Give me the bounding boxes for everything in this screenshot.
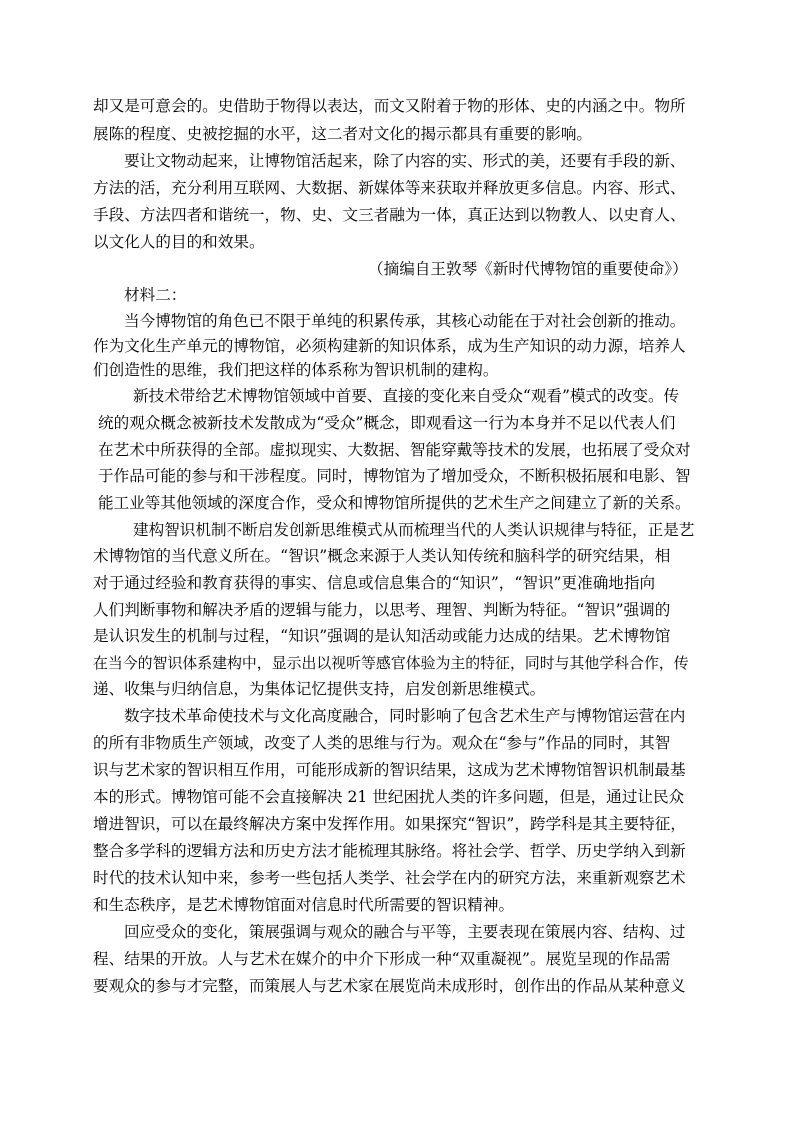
text-line: 要观众的参与才完整，而策展人与艺术家在展览尚未成形时，创作出的作品从某种意义 <box>93 977 686 995</box>
text-line: 作为文化生产单元的博物馆，必须构建新的知识体系，成为生产知识的动力源，培养人 <box>93 337 686 355</box>
text-line: 数字技术革命使技术与文化高度融合，同时影响了包含艺术生产与博物馆运营在内 <box>124 707 686 725</box>
text-line: 人们判断事物和解决矛盾的逻辑与能力，以思考、理智、判断为特征。“智识”强调的 <box>93 601 671 619</box>
text-line: 在当今的智识体系建构中，显示出以视听等感官体验为主的特征，同时与其他学科合作，传 <box>93 654 689 672</box>
text-line: 递、收集与归纳信息，为集体记忆提供支持，启发创新思维模式。 <box>93 680 546 698</box>
text-line: 术博物馆的当代意义所在。“智识”概念来源于人类认知传统和脑科学的研究结果，相 <box>93 547 671 565</box>
text-line: 以文化人的目的和效果。 <box>93 233 265 251</box>
text-line: 要让文物动起来，让博物馆活起来，除了内容的实、形式的美，还要有手段的新、 <box>124 152 686 170</box>
source-note: （摘编自王敦琴《新时代博物馆的重要使命》） <box>368 260 688 278</box>
text-line: 当今博物馆的角色已不限于单纯的积累传承，其核心动能在于对社会创新的推动。 <box>124 312 686 330</box>
text-line: 增进智识，可以在最终解决方案中发挥作用。如果探究“智识”，跨学科是其主要特征， <box>93 815 686 833</box>
text-line: 统的观众概念被新技术发散成为“受众”概念，即观看这一行为本身并不足以代表人们 <box>98 414 676 432</box>
text-line: 回应受众的变化，策展强调与观众的融合与平等，主要表现在策展内容、结构、过 <box>124 923 686 941</box>
text-line: 整合多学科的逻辑方法和历史方法才能梳理其脉络。将社会学、哲学、历史学纳入到新 <box>93 842 686 860</box>
text-line: 却又是可意会的。史借助于物得以表达，而文又附着于物的形体、史的内涵之中。物所 <box>93 97 686 115</box>
text-line: 于作品可能的参与和干涉程度。同时，博物馆为了增加受众，不断积极拓展和电影、智 <box>98 467 691 485</box>
text-line: 新技术带给艺术博物馆领域中首要、直接的变化来自受众“观看”模式的改变。传 <box>133 387 680 405</box>
text-line: 建构智识机制不断启发创新思维模式从而梳理当代的人类认识规律与特征，正是艺 <box>133 521 695 539</box>
text-line: 能工业等其他领域的深度合作，受众和博物馆所提供的艺术生产之间建立了新的关系。 <box>98 494 691 512</box>
text-line: 时代的技术认知中来，参考一些包括人类学、社会学在内的研究方法，来重新观察艺术 <box>93 869 686 887</box>
text-line: 识与艺术家的智识相互作用，可能形成新的智识结果，这成为艺术博物馆智识机制最基 <box>93 761 686 779</box>
text-line: 方法的活，充分利用互联网、大数据、新媒体等来获取并释放更多信息。内容、形式、 <box>93 179 686 197</box>
text-line: 手段、方法四者和谐统一，物、史、文三者融为一体，真正达到以物教人、以史育人、 <box>93 206 686 224</box>
text-line: 对于通过经验和教育获得的事实、信息或信息集合的“知识”，“智识”更准确地指向 <box>93 574 656 592</box>
text-line: 在艺术中所获得的全部。虚拟现实、大数据、智能穿戴等技术的发展，也拓展了受众对 <box>98 441 691 459</box>
text-line: 本的形式。博物馆可能不会直接解决 21 世纪困扰人类的许多问题，但是，通过让民众 <box>93 788 685 806</box>
text-line: 程、结果的开放。人与艺术在媒介的中介下形成一种“双重凝视”。展览呈现的作品需 <box>93 950 671 968</box>
text-line: 和生态秩序，是艺术博物馆面对信息时代所需要的智识精神。 <box>93 896 515 914</box>
text-line: 展陈的程度、史被挖掘的水平，这二者对文化的揭示都具有重要的影响。 <box>93 125 593 143</box>
section-heading: 材料二： <box>124 286 187 304</box>
text-line: 的所有非物质生产领域，改变了人类的思维与行为。观众在“参与”作品的同时，其智 <box>93 734 671 752</box>
text-line: 是认识发生的机制与过程，“知识”强调的是认知活动或能力达成的结果。艺术博物馆 <box>93 627 671 645</box>
text-line: 们创造性的思维，我们把这样的体系称为智识机制的建构。 <box>93 361 499 379</box>
